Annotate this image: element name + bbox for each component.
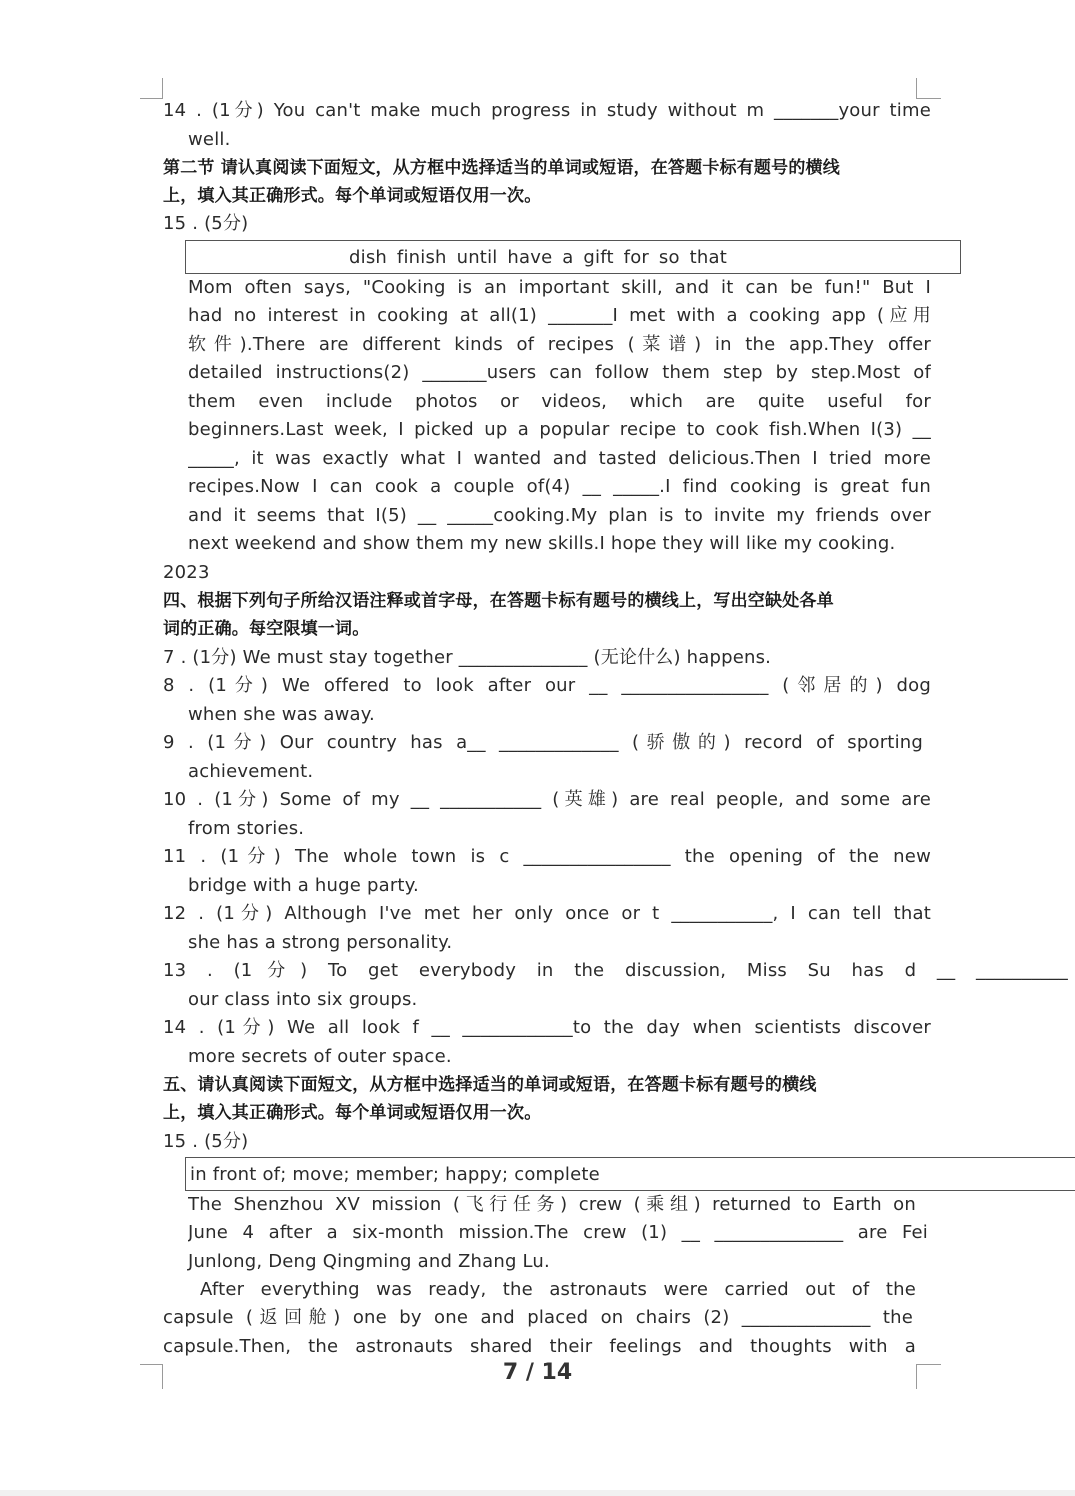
page-number: 7 / 14 [502, 1360, 573, 1385]
section-2-instruction-line2: 上，填入其正确形式。每个单词或短语仅用一次。 [163, 186, 542, 206]
passage-2-line4: After everything was ready, the astronauts were carried out of the [200, 1279, 916, 1300]
question-11-line1: 11 . (1分) The whole town is c ________________ the opening of the new [163, 846, 931, 867]
question-14b-line1: 14 . (1分) We all look f __ ____________to the day when scientists discover [163, 1017, 931, 1038]
question-10-line1: 10 . (1分) Some of my __ ___________ (英雄) are real people, and some are [163, 789, 931, 810]
section-5-instruction-line2: 上，填入其正确形式。每个单词或短语仅用一次。 [163, 1103, 542, 1123]
question-13-line2: our class into six groups. [188, 989, 418, 1010]
word-box-2-words: in front of; move; member; happy; complete [190, 1164, 600, 1185]
question-8-line2: when she was away. [188, 704, 375, 725]
passage-2-line3: Junlong, Deng Qingming and Zhang Lu. [188, 1251, 550, 1272]
passage-1-line10: next weekend and show them my new skills.I hope they will like my cooking. [188, 533, 896, 554]
crop-mark-top-right [916, 78, 941, 99]
passage-1-line2: had no interest in cooking at all(1) _______I met with a cooking app (应用 [188, 305, 931, 326]
passage-1-line5: them even include photos or videos, which are quite useful for [188, 391, 931, 412]
question-7: 7 . (1分) We must stay together ______________ (无论什么) happens. [163, 647, 772, 668]
bottom-divider [0, 1490, 1075, 1496]
section-4-instruction-line1: 四、根据下列句子所给汉语注释或首字母，在答题卡标有题号的横线上，写出空缺处各单 [163, 591, 834, 611]
question-15-label: 15 . (5分) [163, 213, 249, 234]
section-5-instruction-line1: 五、请认真阅读下面短文，从方框中选择适当的单词或短语，在答题卡标有题号的横线 [163, 1075, 817, 1095]
word-box-1-words: dish finish until have a gift for so that [349, 247, 727, 268]
passage-2-line6: capsule.Then, the astronauts shared their feelings and thoughts with a [163, 1336, 916, 1357]
question-14-line1: 14 . (1分) You can't make much progress in study without m _______your time [163, 100, 931, 121]
question-10-line2: from stories. [188, 818, 305, 839]
section-2-instruction-line1: 第二节 请认真阅读下面短文，从方框中选择适当的单词或短语，在答题卡标有题号的横线 [163, 158, 840, 178]
crop-mark-top-left [140, 78, 163, 99]
question-11-line2: bridge with a huge party. [188, 875, 419, 896]
passage-2-line2: June 4 after a six-month mission.The crew (1) __ ______________ are Fei [188, 1222, 928, 1243]
passage-2-line5: capsule (返回舱) one by one and placed on chairs (2) ______________ the [163, 1307, 913, 1328]
passage-1-line4: detailed instructions(2) _______users can follow them step by step.Most of [188, 362, 931, 383]
passage-1-line6: beginners.Last week, I picked up a popular recipe to cook fish.When I(3) __ [188, 419, 931, 440]
question-14-line2: well. [188, 129, 231, 150]
question-13-line1: 13 . (1分) To get everybody in the discussion, Miss Su has d __ __________ [163, 960, 1068, 981]
passage-1-line1: Mom often says, "Cooking is an important skill, and it can be fun!" But I [188, 277, 931, 298]
passage-1-line3: 软件).There are different kinds of recipes (菜谱) in the app.They offer [188, 334, 931, 355]
passage-2-line1: The Shenzhou XV mission (飞行任务) crew (乘组) returned to Earth on [188, 1194, 916, 1215]
question-15b-label: 15 . (5分) [163, 1131, 249, 1152]
question-9-line2: achievement. [188, 761, 314, 782]
passage-1-line7: _____, it was exactly what I wanted and tasted delicious.Then I tried more [188, 448, 931, 469]
section-4-instruction-line2: 词的正确。每空限填一词。 [163, 619, 370, 639]
passage-1-line8: recipes.Now I can cook a couple of(4) __ _____.I find cooking is great fun [188, 476, 931, 497]
passage-1-line9: and it seems that I(5) __ _____cooking.My plan is to invite my friends over [188, 505, 931, 526]
question-8-line1: 8 . (1分) We offered to look after our __ ________________ (邻居的) dog [163, 675, 931, 696]
question-12-line2: she has a strong personality. [188, 932, 453, 953]
question-12-line1: 12 . (1分) Although I've met her only once or t ___________, I can tell that [163, 903, 931, 924]
year-label: 2023 [163, 562, 210, 583]
question-14b-line2: more secrets of outer space. [188, 1046, 452, 1067]
question-9-line1: 9 . (1分) Our country has a__ _____________ (骄傲的) record of sporting [163, 732, 923, 753]
